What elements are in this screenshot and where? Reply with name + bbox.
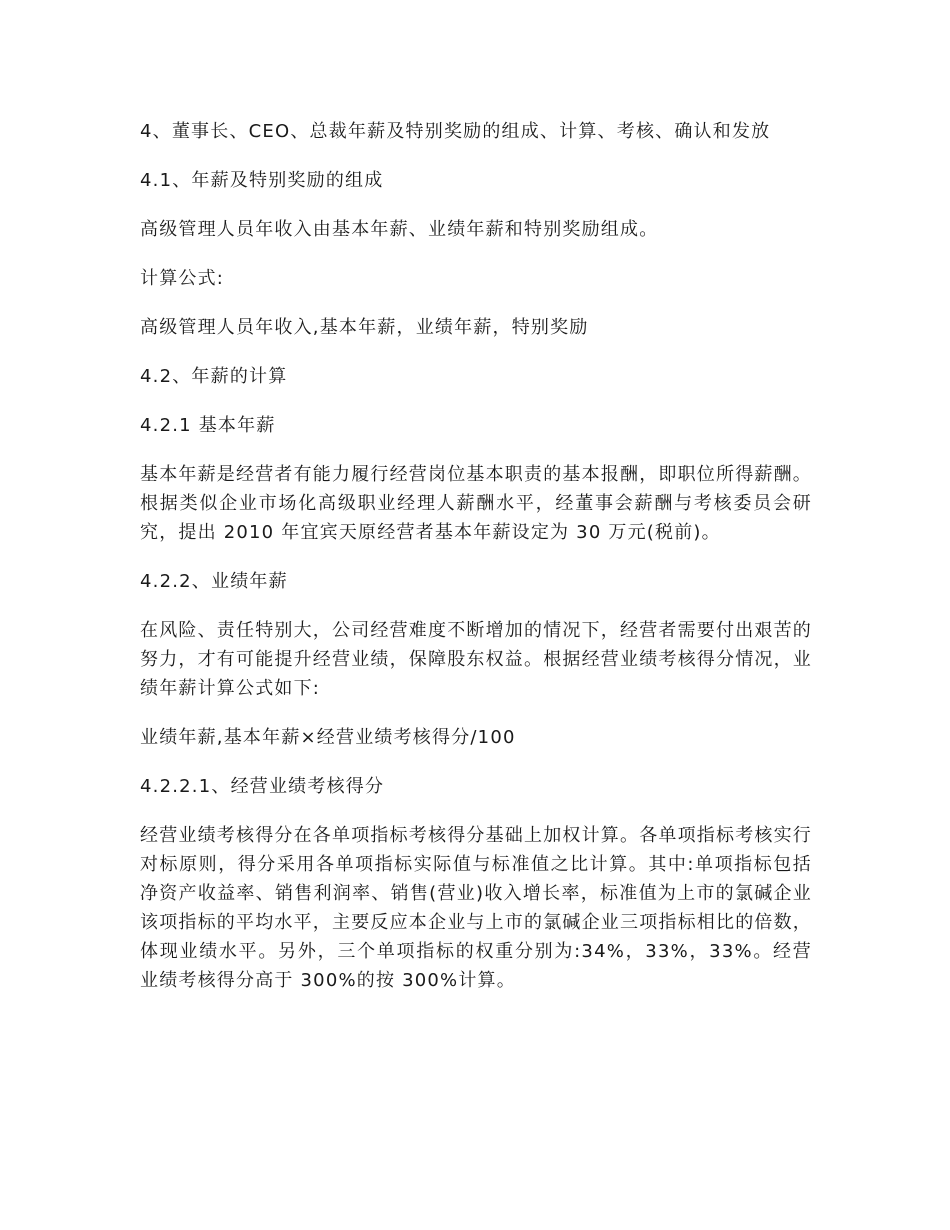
paragraph-income-composition: 高级管理人员年收入由基本年薪、业绩年薪和特别奖励组成。	[140, 219, 659, 240]
paragraph-performance-score: 经营业绩考核得分在各单项指标考核得分基础上加权计算。各单项指标考核实行对标原则，得分采用各单项指标实际值与标准值之比计算。其中:单项指标包括净资产收益率、销售利润率、销售(营业)收入增长率，标准值为上市的氯碱企业该项指标的平均水平，主要反应本企业与上市的氯碱企业三项指标相比的倍数，体现业绩水平。另外，三个单项指标的权重分别为:34%，33%，33%。经营业绩考核得分高于 300%的按 300%计算。	[140, 825, 812, 991]
section-heading-4: 4、董事长、CEO、总裁年薪及特别奖励的组成、计算、考核、确认和发放	[140, 121, 771, 142]
paragraph-base-salary: 基本年薪是经营者有能力履行经营岗位基本职责的基本报酬，即职位所得薪酬。根据类似企业市场化高级职业经理人薪酬水平，经董事会薪酬与考核委员会研究，提出 2010 年宜宾天原经营者基本年薪设定为 30 万元(税前)。	[140, 464, 812, 543]
formula-label: 计算公式:	[140, 268, 225, 289]
section-heading-4-2-2-1: 4.2.2.1、经营业绩考核得分	[140, 776, 385, 797]
formula-performance: 业绩年薪,基本年薪×经营业绩考核得分/100	[140, 727, 516, 748]
section-heading-4-2: 4.2、年薪的计算	[140, 366, 288, 387]
section-heading-4-2-1: 4.2.1 基本年薪	[140, 415, 276, 436]
section-heading-4-1: 4.1、年薪及特别奖励的组成	[140, 170, 384, 191]
document-page	[140, 117, 812, 1015]
formula-income: 高级管理人员年收入,基本年薪，业绩年薪，特别奖励	[140, 317, 589, 338]
section-heading-4-2-2: 4.2.2、业绩年薪	[140, 571, 288, 592]
paragraph-performance-salary: 在风险、责任特别大，公司经营难度不断增加的情况下，经营者需要付出艰苦的努力，才有可能提升经营业绩，保障股东权益。根据经营业绩考核得分情况，业绩年薪计算公式如下:	[140, 620, 812, 699]
